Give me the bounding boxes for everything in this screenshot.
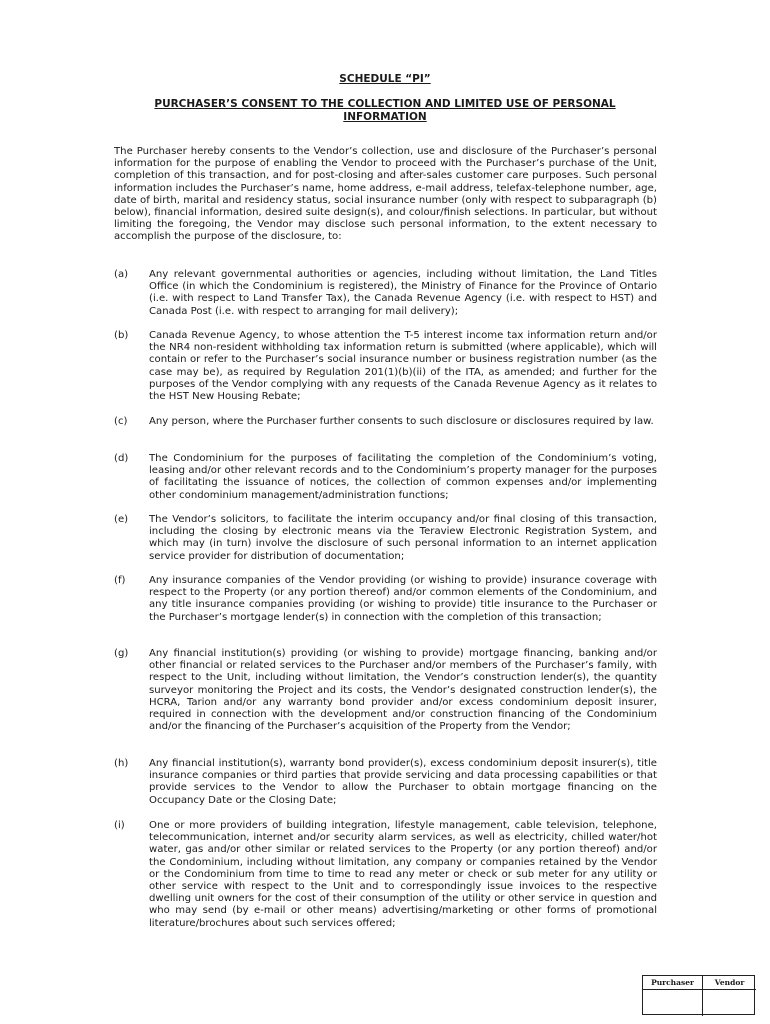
list-item-text: Any insurance companies of the Vendor providing (or wishing to provide) insurance coverage with respect to the Property (or any portion thereof) and/or common elements of the Condominium, and any title insurance companies providing (or wishing to provide) title insurance to the Purchaser or the Purchaser’s mortgage lender(s) in connection with the completion of this transaction; [149,575,657,623]
list-item-text: Any financial institution(s), warranty bond provider(s), excess condominium deposit insurer(s), title insurance companies or third parties that provide servicing and data processing capabilities or that provide services to the Vendor to allow the Purchaser to obtain mortgage financing on the Occupancy Date or the Closing Date; [149,758,657,806]
list-item-text: Any relevant governmental authorities or agencies, including without limitation, the Land Titles Office (in which the Condominium is registered), the Ministry of Finance for the Province of Ontario (i.e. with respect to Land Transfer Tax), the Canada Revenue Agency (i.e. with respect to HST) and Canada Post (i.e. with respect to arranging for mail delivery); [149,269,657,317]
list-item-label: (c) [114,416,128,427]
list-item-text: Canada Revenue Agency, to whose attention the T-5 interest income tax information return and/or the NR4 non-resident withholding tax information return is submitted (where applicable), which will contain or refer to the Purchaser’s social insurance number or business registration number (as the case may be), as required by Regulation 201(1)(b)(ii) of the ITA, as amended; and further for the purposes of the Vendor complying with any requests of the Canada Revenue Agency as it relates to the HST New Housing Rebate; [149,330,657,403]
initials-box [642,975,755,1015]
list-item-c [114,416,657,428]
list-item-g [114,648,657,733]
list-item-label: (a) [114,269,129,280]
purchaser-initials-field[interactable] [643,990,703,1016]
purchaser-label: Purchaser [643,976,703,990]
list-item-b [114,330,657,403]
list-item-text: Any person, where the Purchaser further consents to such disclosure or disclosures required by law. [149,416,654,427]
list-item-a [114,269,657,318]
intro-paragraph: The Purchaser hereby consents to the Vendor’s collection, use and disclosure of the Purchaser’s personal information for the purpose of enabling the Vendor to proceed with the Purchaser’s purchase of the Unit, completion of this transaction, and for post-closing and after-sales customer care purposes. Such personal information includes the Purchaser’s name, home address, e-mail address, telefax-telephone number, age, date of birth, marital and residency status, social insurance number (only with respect to subparagraph (b) below), financial information, desired suite design(s), and colour/finish selections. In particular, but without limiting the foregoing, the Vendor may disclose such personal information, to the extent necessary to accomplish the purpose of the disclosure, to: [114,146,657,243]
list-item-i [114,820,657,930]
list-item-label: (g) [114,648,129,659]
list-item-label: (i) [114,820,125,831]
list-item-text: The Condominium for the purposes of facilitating the completion of the Condominium’s voting, leasing and/or other relevant records and to the Condominium’s property manager for the purposes of facilitating the issuance of notices, the collection of common expenses and/or implementing other condominium management/administration functions; [149,453,657,501]
schedule-title: SCHEDULE “PI” [339,73,431,85]
list-item-text: One or more providers of building integration, lifestyle management, cable television, telephone, telecommunication, internet and/or security alarm services, as well as electricity, chilled water/hot water, gas and/or other similar or related services to the Property (or any portion thereof) and/or the Condominium, including without limitation, any company or companies retained by the Vendor or the Condominium from time to time to read any meter or check or sub meter for any utility or other service with respect to the Unit and to correspondingly issue invoices to the respective dwelling unit owners for the cost of their consumption of the utility or other service in question and who may send (by e-mail or other means) advertising/marketing or other forms of promotional literature/brochures about such services offered; [149,820,657,929]
list-item-label: (d) [114,453,129,464]
list-item-text: The Vendor’s solicitors, to facilitate the interim occupancy and/or final closing of this transaction, including the closing by electronic means via the Teraview Electronic Registration System, and which may (in turn) involve the disclosure of such personal information to an internet application service provider for distribution of documentation; [149,514,657,562]
list-item-d [114,453,657,502]
list-item-e [114,514,657,563]
vendor-label: Vendor [703,976,756,990]
list-item-f [114,575,657,624]
list-item-h [114,758,657,807]
vendor-initials-field[interactable] [703,990,756,1016]
list-item-label: (f) [114,575,126,586]
list-item-label: (h) [114,758,129,769]
list-item-label: (e) [114,514,129,525]
list-item-text: Any financial institution(s) providing (or wishing to provide) mortgage financing, banking and/or other financial or related services to the Purchaser and/or members of the Purchaser’s family, with respect to the Unit, including without limitation, the Vendor’s construction lender(s), the quantity surveyor monitoring the Project and its costs, the Vendor’s designated construction lender(s), the HCRA, Tarion and/or any warranty bond provider and/or excess condominium deposit insurer, required in connection with the development and/or construction financing of the Condominium and/or the financing of the Purchaser’s acquisition of the Property from the Vendor; [149,648,657,733]
list-item-label: (b) [114,330,129,341]
document-heading: PURCHASER’S CONSENT TO THE COLLECTION AND LIMITED USE OF PERSONAL INFORMATION [154,98,616,123]
